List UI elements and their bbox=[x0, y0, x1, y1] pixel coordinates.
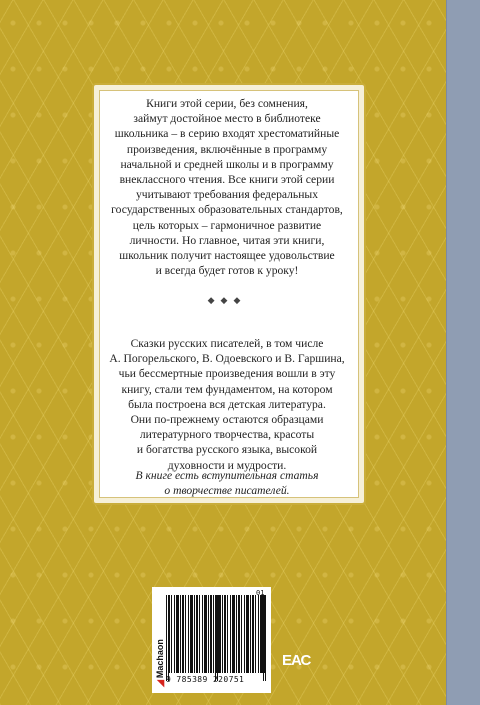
annotation-paragraph-3 bbox=[100, 468, 354, 498]
text-line: чьи бессмертные произведения вошли в эту bbox=[118, 367, 336, 381]
annotation-paragraph-2 bbox=[100, 336, 354, 473]
text-line: Книги этой серии, без сомнения, bbox=[146, 97, 308, 110]
text-line: В книге есть вступительная статья bbox=[135, 469, 319, 482]
text-line: цель которых – гармоничное развитие bbox=[132, 218, 322, 232]
publisher-logo bbox=[155, 639, 166, 687]
text-line: и всегда будет готов к уроку! bbox=[155, 264, 299, 278]
publisher-mark-icon: ◢ bbox=[155, 680, 165, 687]
text-line: Они по-прежнему остаются образцами bbox=[130, 413, 324, 427]
ornament-divider: ◆◆◆ bbox=[207, 296, 247, 306]
text-line: внеклассного чтения. Все книги этой серии bbox=[119, 173, 335, 187]
text-line: личности. Но главное, читая эти книги, bbox=[129, 233, 325, 247]
barcode-guard-bars bbox=[166, 595, 266, 681]
text-line: Сказки русских писателей, в том числе bbox=[130, 337, 324, 350]
text-line: литературного творчества, красоты bbox=[139, 428, 315, 442]
text-line: книгу, стали тем фундаментом, на котором bbox=[121, 382, 333, 396]
text-line: учитывают требования федеральных bbox=[135, 188, 319, 202]
text-line: и богатства русского языка, высокой bbox=[136, 443, 318, 457]
text-line: духовности и мудрости. bbox=[167, 458, 287, 472]
text-line: начальной и средней школы и в программу bbox=[120, 157, 334, 171]
text-line: произведения, включённые в программу bbox=[126, 142, 328, 156]
text-line: займут достойное место в библиотеке bbox=[133, 112, 321, 126]
barcode-addon: 01 bbox=[256, 589, 265, 597]
barcode-digits: 9 785389 220751 bbox=[166, 675, 245, 684]
text-line: государственных образовательных стандартов, bbox=[111, 203, 343, 217]
publisher-name: Machaon bbox=[155, 639, 165, 679]
barcode-box bbox=[152, 587, 271, 693]
text-line: была построена вся детская литература. bbox=[128, 397, 326, 411]
text-line: школьника – в серию входят хрестоматийные bbox=[114, 127, 340, 141]
spine-band bbox=[446, 0, 480, 705]
eac-certification-mark: ЕАС bbox=[282, 652, 311, 669]
text-line: А. Погорельского, В. Одоевского и В. Гаршина, bbox=[109, 352, 345, 366]
annotation-paragraph-1 bbox=[100, 96, 354, 278]
text-line: о творчестве писателей. bbox=[164, 484, 290, 498]
text-line: школьник получит настоящее удовольствие bbox=[119, 249, 335, 263]
